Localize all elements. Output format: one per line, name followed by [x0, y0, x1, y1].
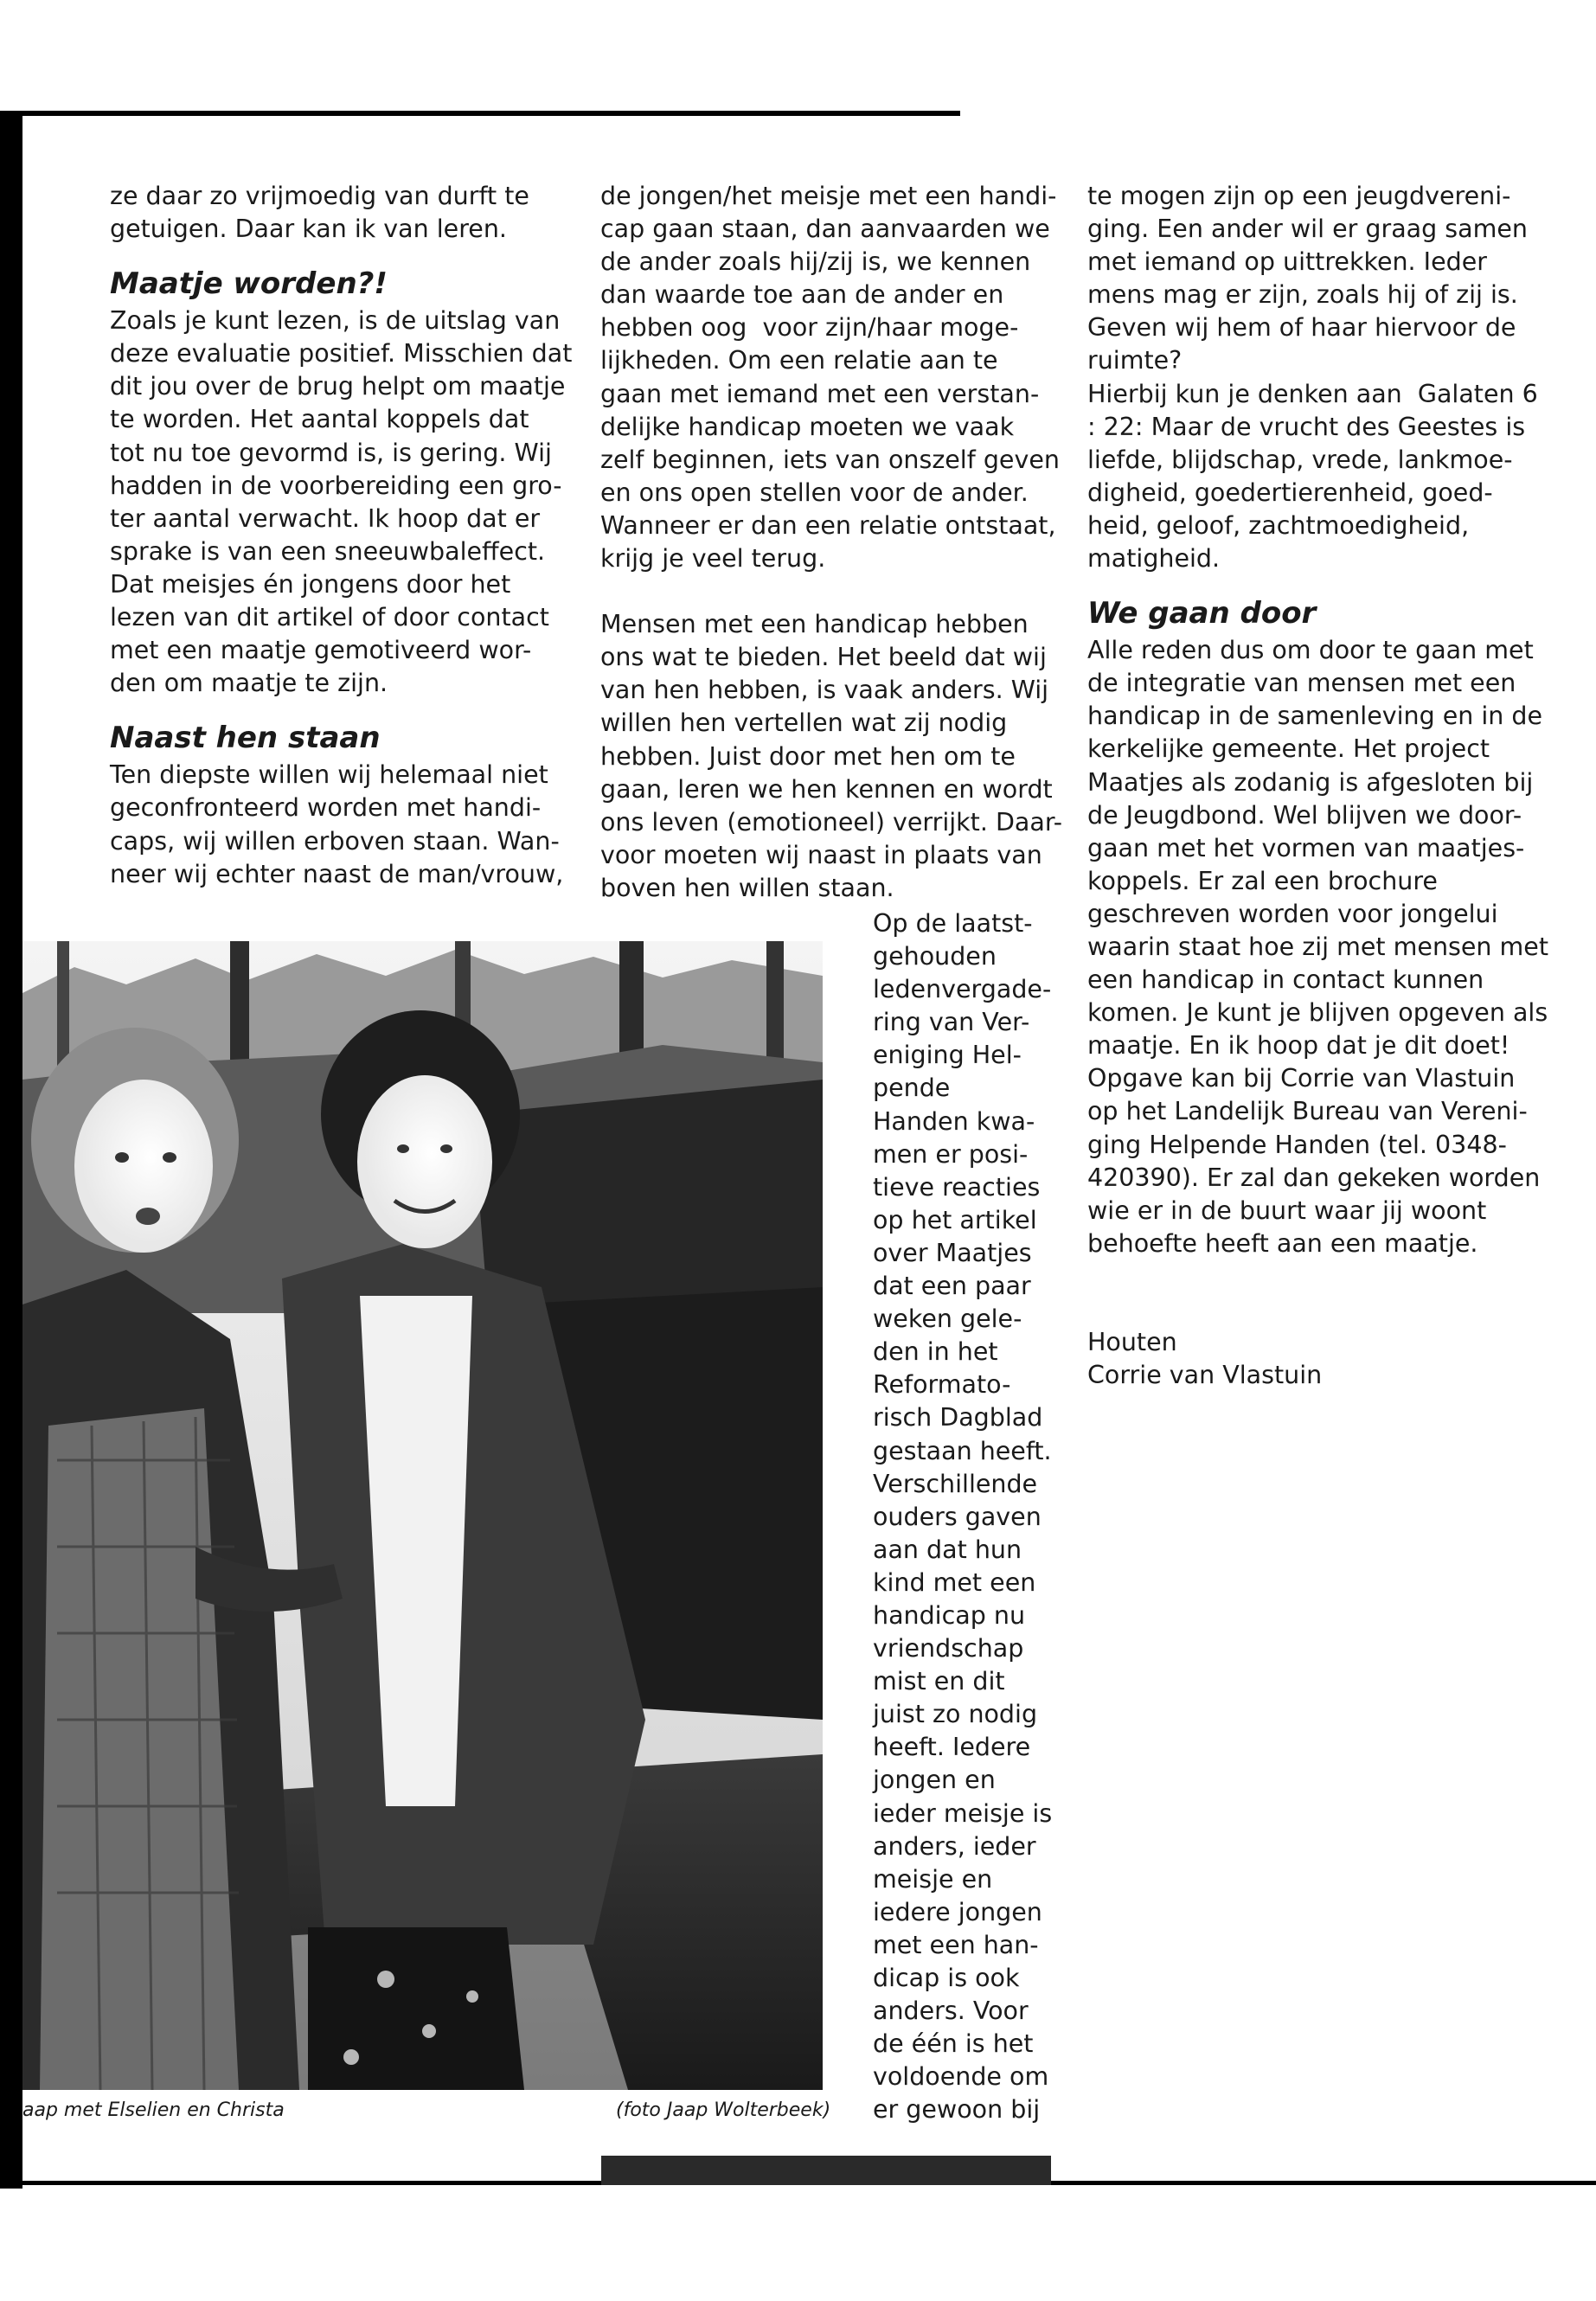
- text-line: anders. Voor: [873, 1997, 1029, 2026]
- text-line: Zoals je kunt lezen, is de uitslag van: [110, 306, 561, 336]
- text-line: juist zo nodig: [873, 1700, 1038, 1729]
- text-line: handicap in de samenleving en in de: [1087, 702, 1543, 731]
- col1-body-2: [110, 759, 577, 890]
- text-line: ging Helpende Handen (tel. 0348-: [1087, 1130, 1507, 1159]
- text-line: gehouden: [873, 942, 997, 971]
- text-line: Reformato-: [873, 1370, 1011, 1400]
- text-line: jongen en: [873, 1766, 996, 1795]
- text-line: behoefte heeft aan een maatje.: [1087, 1228, 1478, 1258]
- text-line: getuigen. Daar kan ik van leren.: [110, 215, 507, 244]
- text-line: Hierbij kun je denken aan Galaten 6: [1087, 379, 1538, 408]
- text-line: hadden in de voorbereiding een gro-: [110, 471, 562, 500]
- column-2: [600, 180, 1067, 905]
- heading-maatje-worden: Maatje worden?!: [110, 266, 388, 302]
- text-line: Ten diepste willen wij helemaal niet: [110, 760, 548, 790]
- text-line: kerkelijke gemeente. Het project: [1087, 734, 1490, 764]
- text-line: liefde, blijdschap, vrede, lankmoe-: [1087, 445, 1513, 474]
- text-line: ledenvergade-: [873, 975, 1052, 1004]
- page-number-block: [601, 2156, 1051, 2185]
- text-line: deze evaluatie positief. Misschien dat: [110, 339, 573, 369]
- column-3: [1087, 180, 1572, 1392]
- text-line: de ander zoals hij/zij is, we kennen: [600, 247, 1031, 277]
- text-line: heeft. Iedere: [873, 1733, 1031, 1762]
- text-line: 420390). Er zal dan gekeken worden: [1087, 1163, 1541, 1192]
- top-rule: [0, 111, 960, 116]
- text-line: sprake is van een sneeuwbaleffect.: [110, 536, 546, 566]
- photo: [22, 941, 823, 2090]
- left-scan-edge: [0, 111, 22, 2189]
- text-line: digheid, goedertierenheid, goed-: [1087, 478, 1493, 507]
- text-line: caps, wij willen erboven staan. Wan-: [110, 826, 560, 856]
- text-line: neer wij echter naast de man/vrouw,: [110, 859, 564, 888]
- text-line: hebben. Juist door met hen om te: [600, 741, 1016, 771]
- text-line: waarin staat hoe zij met mensen met: [1087, 932, 1548, 961]
- text-line: handicap nu: [873, 1600, 1026, 1630]
- text-line: Wanneer er dan een relatie ontstaat,: [600, 510, 1056, 540]
- text-line: tot nu toe gevormd is, is gering. Wij: [110, 438, 552, 467]
- col1-intro: [110, 180, 577, 246]
- col3-body: [1087, 180, 1572, 575]
- text-line: geconfronteerd worden met handi-: [110, 793, 542, 823]
- text-line: de jongen/het meisje met een handi-: [600, 182, 1057, 210]
- text-line: de één is het: [873, 2029, 1034, 2059]
- wrap-column: [873, 907, 1052, 2126]
- text-line: boven hen willen staan.: [600, 873, 894, 902]
- place: Houten: [1087, 1327, 1177, 1356]
- heading-naast-hen-staan: Naast hen staan: [110, 721, 381, 756]
- text-line: cap gaan staan, dan aanvaarden we: [600, 215, 1050, 244]
- text-line: met iemand op uittrekken. Ieder: [1087, 247, 1487, 277]
- text-line: en ons open stellen voor de ander.: [600, 478, 1029, 507]
- text-line: ouders gaven: [873, 1502, 1042, 1531]
- text-line: te worden. Het aantal koppels dat: [110, 405, 529, 434]
- text-line: men er posi-: [873, 1139, 1029, 1169]
- text-line: geschreven worden voor jongelui: [1087, 899, 1498, 928]
- text-line: aan dat hun: [873, 1535, 1022, 1564]
- text-line: den in het: [873, 1337, 998, 1367]
- text-line: Verschillende: [873, 1469, 1038, 1498]
- text-line: anders, ieder: [873, 1831, 1036, 1861]
- text-line: wie er in de buurt waar jij woont: [1087, 1195, 1487, 1225]
- text-line: voor moeten wij naast in plaats van: [600, 840, 1042, 869]
- text-line: gestaan heeft.: [873, 1436, 1052, 1465]
- text-line: gaan met iemand met een verstan-: [600, 379, 1040, 408]
- text-line: zelf beginnen, iets van onszelf geven: [600, 445, 1060, 474]
- text-line: een handicap in contact kunnen: [1087, 965, 1484, 995]
- text-line: delijke handicap moeten we vaak: [600, 412, 1015, 441]
- photo-credit: (foto Jaap Wolterbeek): [616, 2099, 831, 2121]
- text-line: koppels. Er zal een brochure: [1087, 866, 1438, 895]
- text-line: willen hen vertellen wat zij nodig: [600, 708, 1008, 738]
- text-line: ieder meisje is: [873, 1798, 1053, 1828]
- text-line: weken gele-: [873, 1304, 1022, 1334]
- text-line: gaan, leren we hen kennen en wordt: [600, 774, 1053, 804]
- text-line: den om maatje te zijn.: [110, 669, 388, 698]
- text-line: komen. Je kunt je blijven opgeven als: [1087, 998, 1548, 1028]
- text-line: met een maatje gemotiveerd wor-: [110, 636, 532, 665]
- text-line: pende: [873, 1074, 951, 1103]
- text-line: : 22: Maar de vrucht des Geestes is: [1087, 412, 1526, 441]
- text-line: Handen kwa-: [873, 1106, 1035, 1136]
- column-1: [110, 180, 577, 891]
- text-line: dan waarde toe aan de ander en: [600, 280, 1004, 310]
- text-line: de integratie van mensen met een: [1087, 669, 1516, 698]
- text-line: op het artikel: [873, 1205, 1037, 1234]
- text-line: mist en dit: [873, 1667, 1005, 1696]
- text-line: met een han-: [873, 1930, 1039, 1959]
- text-line: Mensen met een handicap hebben: [600, 610, 1029, 639]
- text-line: risch Dagblad: [873, 1403, 1043, 1433]
- text-line: vriendschap: [873, 1634, 1024, 1663]
- text-line: van hen hebben, is vaak anders. Wij: [600, 676, 1049, 705]
- text-line: ons leven (emotioneel) verrijkt. Daar-: [600, 807, 1063, 836]
- text-line: dicap is ook: [873, 1964, 1020, 1992]
- text-line: iedere jongen: [873, 1897, 1042, 1926]
- text-line: meisje en: [873, 1864, 993, 1894]
- author: Corrie van Vlastuin: [1087, 1361, 1323, 1389]
- text-line: over Maatjes: [873, 1238, 1032, 1267]
- col2-body-2: [600, 608, 1067, 905]
- text-line: voldoende om: [873, 2062, 1049, 2092]
- text-line: ging. Een ander wil er graag samen: [1087, 215, 1528, 244]
- text-line: Opgave kan bij Corrie van Vlastuin: [1087, 1064, 1516, 1093]
- text-line: Op de laatst-: [873, 909, 1033, 938]
- text-line: ze daar zo vrijmoedig van durft te: [110, 182, 529, 210]
- text-line: matigheid.: [1087, 544, 1221, 574]
- text-line: tieve reacties: [873, 1172, 1041, 1202]
- text-line: op het Landelijk Bureau van Vereni-: [1087, 1097, 1528, 1126]
- col2-body: [600, 180, 1067, 575]
- text-line: ruimte?: [1087, 346, 1183, 375]
- text-line: heid, geloof, zachtmoedigheid,: [1087, 510, 1470, 540]
- col1-body: [110, 304, 577, 700]
- text-line: Maatjes als zodanig is afgesloten bij: [1087, 767, 1534, 797]
- text-line: kind met een: [873, 1567, 1036, 1597]
- text-line: ons wat te bieden. Het beeld dat wij: [600, 643, 1047, 672]
- text-line: te mogen zijn op een jeugdvereni-: [1087, 182, 1511, 210]
- text-line: dit jou over de brug helpt om maatje: [110, 372, 566, 401]
- photo-caption: aap met Elselien en Christa: [22, 2099, 285, 2121]
- heading-we-gaan-door: We gaan door: [1087, 596, 1317, 631]
- text-line: mens mag er zijn, zoals hij of zij is.: [1087, 280, 1518, 310]
- text-line: dat een paar: [873, 1272, 1031, 1301]
- text-line: de Jeugdbond. Wel blijven we door-: [1087, 800, 1522, 830]
- text-line: krijg je veel terug.: [600, 544, 826, 574]
- text-line: hebben oog voor zijn/haar moge-: [600, 313, 1019, 343]
- text-line: lezen van dit artikel of door contact: [110, 603, 549, 632]
- text-line: eniging Hel-: [873, 1041, 1022, 1070]
- text-line: Alle reden dus om door te gaan met: [1087, 636, 1534, 665]
- text-line: er gewoon bij: [873, 2095, 1041, 2125]
- text-line: Dat meisjes én jongens door het: [110, 569, 511, 599]
- text-line: Geven wij hem of haar hiervoor de: [1087, 313, 1516, 343]
- text-line: gaan met het vormen van maatjes-: [1087, 833, 1525, 862]
- col3-body-2: [1087, 634, 1572, 1260]
- text-line: ter aantal verwacht. Ik hoop dat er: [110, 503, 541, 533]
- text-line: ring van Ver-: [873, 1008, 1030, 1037]
- text-line: lijkheden. Om een relatie aan te: [600, 346, 998, 375]
- text-line: maatje. En ik hoop dat je dit doet!: [1087, 1031, 1510, 1061]
